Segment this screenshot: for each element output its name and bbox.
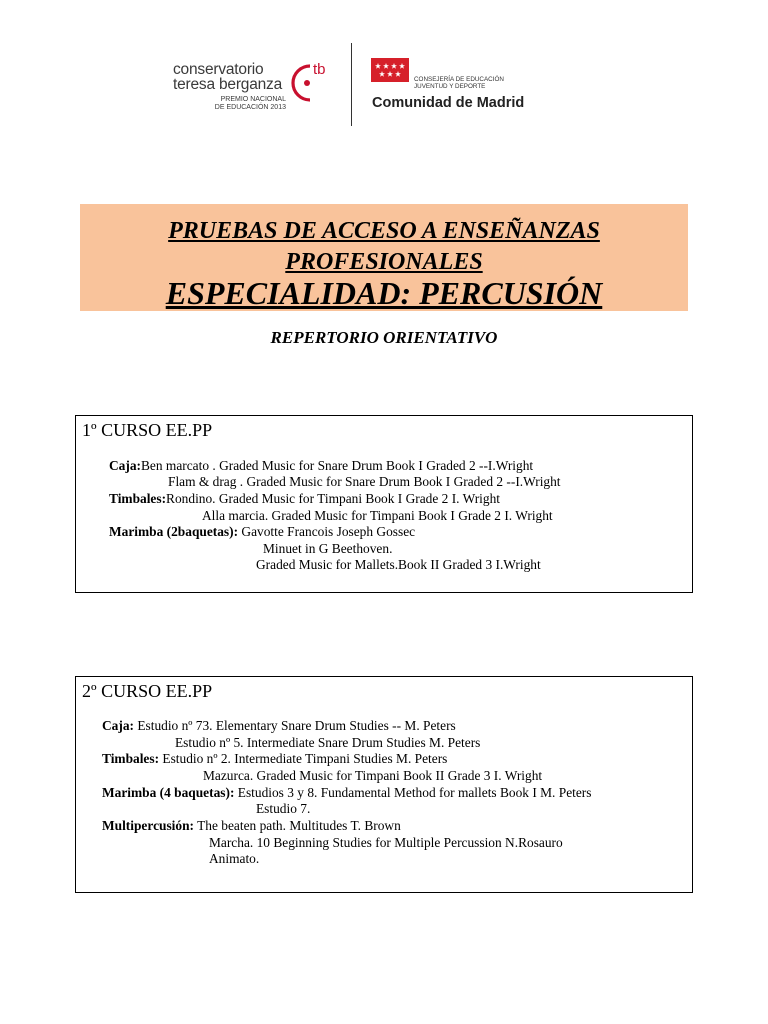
premio-line1: PREMIO NACIONAL (220, 96, 286, 103)
course1-line-text: Graded Music for Mallets.Book II Graded 3 I.Wright (256, 557, 541, 572)
course1-line-text: Gavotte Francois Joseph Gossec (238, 524, 416, 539)
conservatorio-logo-text (173, 62, 282, 92)
course2-line (209, 851, 259, 867)
course2-line (102, 785, 591, 801)
course2-line-label: Caja: (102, 718, 134, 733)
course1-line (202, 508, 553, 524)
conservatorio-name-line2: teresa berganza (173, 76, 283, 93)
course2-line-text: Estudio nº 73. Elementary Snare Drum Studies -- M. Peters (133, 718, 456, 733)
course2-line-text: Marcha. 10 Beginning Studies for Multiple Percussion N.Rosauro (209, 835, 563, 850)
course1-line (109, 491, 500, 507)
consejeria-caption (414, 76, 524, 90)
course1-line (168, 474, 561, 490)
course2-line-text: Estudios 3 y 8. Fundamental Method for mallets Book I M. Peters (234, 785, 592, 800)
course1-line-label: Caja: (109, 458, 141, 473)
conservatorio-name-line1: conservatorio (173, 61, 264, 78)
title-line2: PROFESIONALES (285, 249, 483, 275)
course1-line-label: Marimba (2baquetas): (109, 524, 239, 539)
course2-line-text: The beaten path. Multitudes T. Brown (194, 818, 401, 833)
conservatorio-mark-icon (286, 58, 336, 113)
course1-line (263, 541, 392, 557)
course2-line (256, 801, 310, 817)
course1-heading: 1º CURSO EE.PP (82, 420, 213, 440)
course1-line-text: Ben marcato . Graded Music for Snare Drum Book I Graded 2 --I.Wright (140, 458, 534, 473)
course2-line (209, 835, 563, 851)
course2-line (175, 735, 480, 751)
course2-line (203, 768, 542, 784)
course2-line (102, 818, 401, 834)
course1-line (256, 557, 541, 573)
course1-line (109, 524, 415, 540)
comunidad-de-madrid-name: Comunidad de Madrid (372, 95, 525, 111)
course1-line-text: Alla marcia. Graded Music for Timpani Book I Grade 2 I. Wright (202, 508, 553, 523)
course1-line-text: Rondino. Graded Music for Timpani Book I Grade 2 I. Wright (166, 491, 500, 506)
subtitle: REPERTORIO ORIENTATIVO (270, 328, 498, 347)
consejeria-line1: CONSEJERÍA DE EDUCACIÓN (414, 76, 504, 83)
course2-line-text: Estudio nº 2. Intermediate Timpani Studies M. Peters (159, 751, 448, 766)
course2-line-label: Marimba (4 baquetas): (102, 785, 235, 800)
course2-line (102, 718, 456, 734)
course1-line-text: Flam & drag . Graded Music for Snare Drum Book I Graded 2 --I.Wright (168, 474, 561, 489)
course2-line-text: Mazurca. Graded Music for Timpani Book II Grade 3 I. Wright (203, 768, 543, 783)
course1-line (109, 458, 533, 474)
tb-mark: tb (313, 61, 326, 78)
course2-line-text: Animato. (209, 851, 260, 866)
title-line1: PRUEBAS DE ACCESO A ENSEÑANZAS (168, 218, 600, 244)
course2-line-text: Estudio nº 5. Intermediate Snare Drum Studies M. Peters (175, 735, 481, 750)
header-divider (351, 43, 352, 126)
premio-nacional-caption (208, 96, 286, 112)
course2-heading: 2º CURSO EE.PP (82, 681, 213, 701)
title-specialty: ESPECIALIDAD: PERCUSIÓN (165, 275, 603, 311)
course2-line-text: Estudio 7. (256, 801, 311, 816)
course1-line-text: Minuet in G Beethoven. (263, 541, 393, 556)
premio-line2: DE EDUCACIÓN 2013 (214, 104, 286, 111)
course2-line (102, 751, 447, 767)
course2-line-label: Timbales: (102, 751, 160, 766)
course1-line-label: Timbales: (109, 491, 167, 506)
course2-line-label: Multipercusión: (102, 818, 195, 833)
madrid-flag-icon (371, 58, 409, 82)
consejeria-line2: JUVENTUD Y DEPORTE (414, 83, 486, 90)
